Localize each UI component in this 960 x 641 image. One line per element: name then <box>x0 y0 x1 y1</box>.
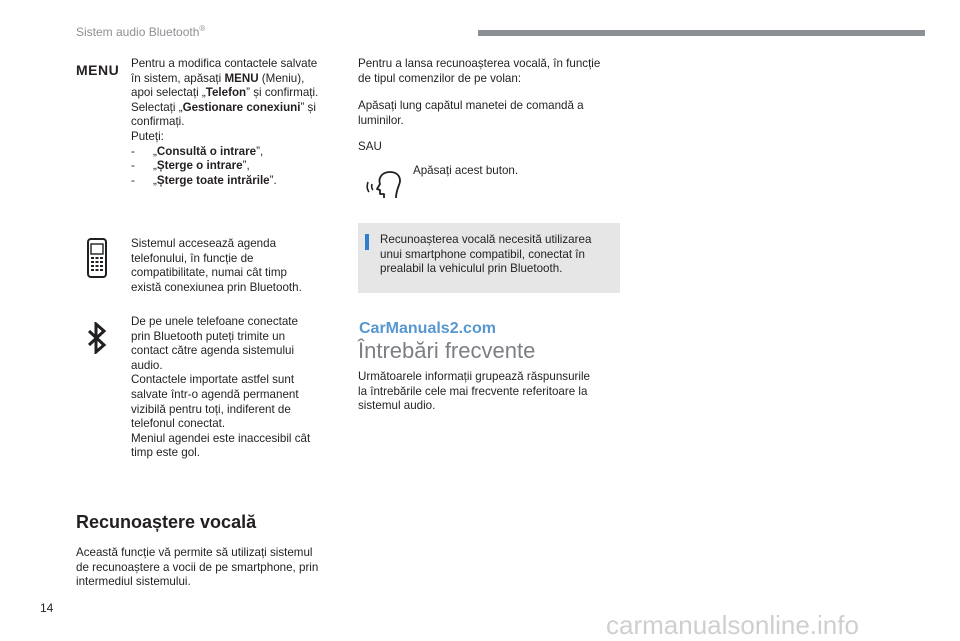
voice-recognition-text: Această funcție vă permite să utilizați sistemul de recunoaștere a vocii de pe smartphone, prin intermediul sistemului. <box>76 546 319 589</box>
faq-text: Următoarele informații grupează răspunsurile la întrebările cele mai frecvente referitoare la sistemul audio. <box>358 370 590 413</box>
running-header: Sistem audio Bluetooth® <box>76 24 206 39</box>
menu-instructions: Pentru a modifica contactele salvate în sistem, apăsați MENU (Meniu), apoi selectați „Telefon” și confirmați. Selectați „Gestionare conexiuni” și confirmați. Puteți: - „ Consultă o intrare ”, - „ Șterge o intrare ”, - „ Șterge toate intrările ”. <box>131 57 331 188</box>
header-bar <box>478 30 925 36</box>
launch-voice-text: Pentru a lansa recunoașterea vocală, în funcție de tipul comenzilor de pe volan: <box>358 57 601 85</box>
page-number: 14 <box>40 601 54 615</box>
phone-agenda-text: Sistemul accesează agenda telefonului, în funcție de compatibilitate, numai cât timp există conexiunea prin Bluetooth. <box>131 237 302 294</box>
list-item: - „ Șterge toate intrările ”. <box>131 173 277 187</box>
press-button-text: Apăsați acest buton. <box>413 164 519 177</box>
phone-icon <box>84 238 110 278</box>
bluetooth-contacts-text: De pe unele telefoane conectate prin Bluetooth puteți trimite un contact către agenda sistemului audio. Contactele importate astfel sunt salvate într-o agendă permanent vizibilă pentru toți, indiferent de telefonul conectat. Meniul agendei este inaccesibil cât timp este gol. <box>131 315 311 460</box>
faq-heading: Întrebări frecvente <box>358 338 536 363</box>
watermark-logo: CarManuals2.com <box>359 320 496 337</box>
watermark-footer: carmanualsonline.info <box>606 610 859 640</box>
menu-button-icon: MENU <box>76 62 120 78</box>
info-text: Recunoașterea vocală necesită utilizarea unui smartphone compatibil, conectat în prealabil la vehiculul prin Bluetooth. <box>380 233 592 276</box>
voice-recognition-heading: Recunoaștere vocală <box>76 512 257 532</box>
info-marker-icon <box>365 234 369 250</box>
list-item: - „ Șterge o intrare ”, <box>131 159 250 173</box>
or-text: SAU <box>358 140 382 153</box>
bluetooth-icon <box>86 322 108 354</box>
press-long-text: Apăsați lung capătul manetei de comandă a luminilor. <box>358 99 584 127</box>
list-item: - „ Consultă o intrare ”, <box>131 144 264 158</box>
info-box <box>358 223 620 293</box>
voice-command-icon <box>366 168 406 200</box>
